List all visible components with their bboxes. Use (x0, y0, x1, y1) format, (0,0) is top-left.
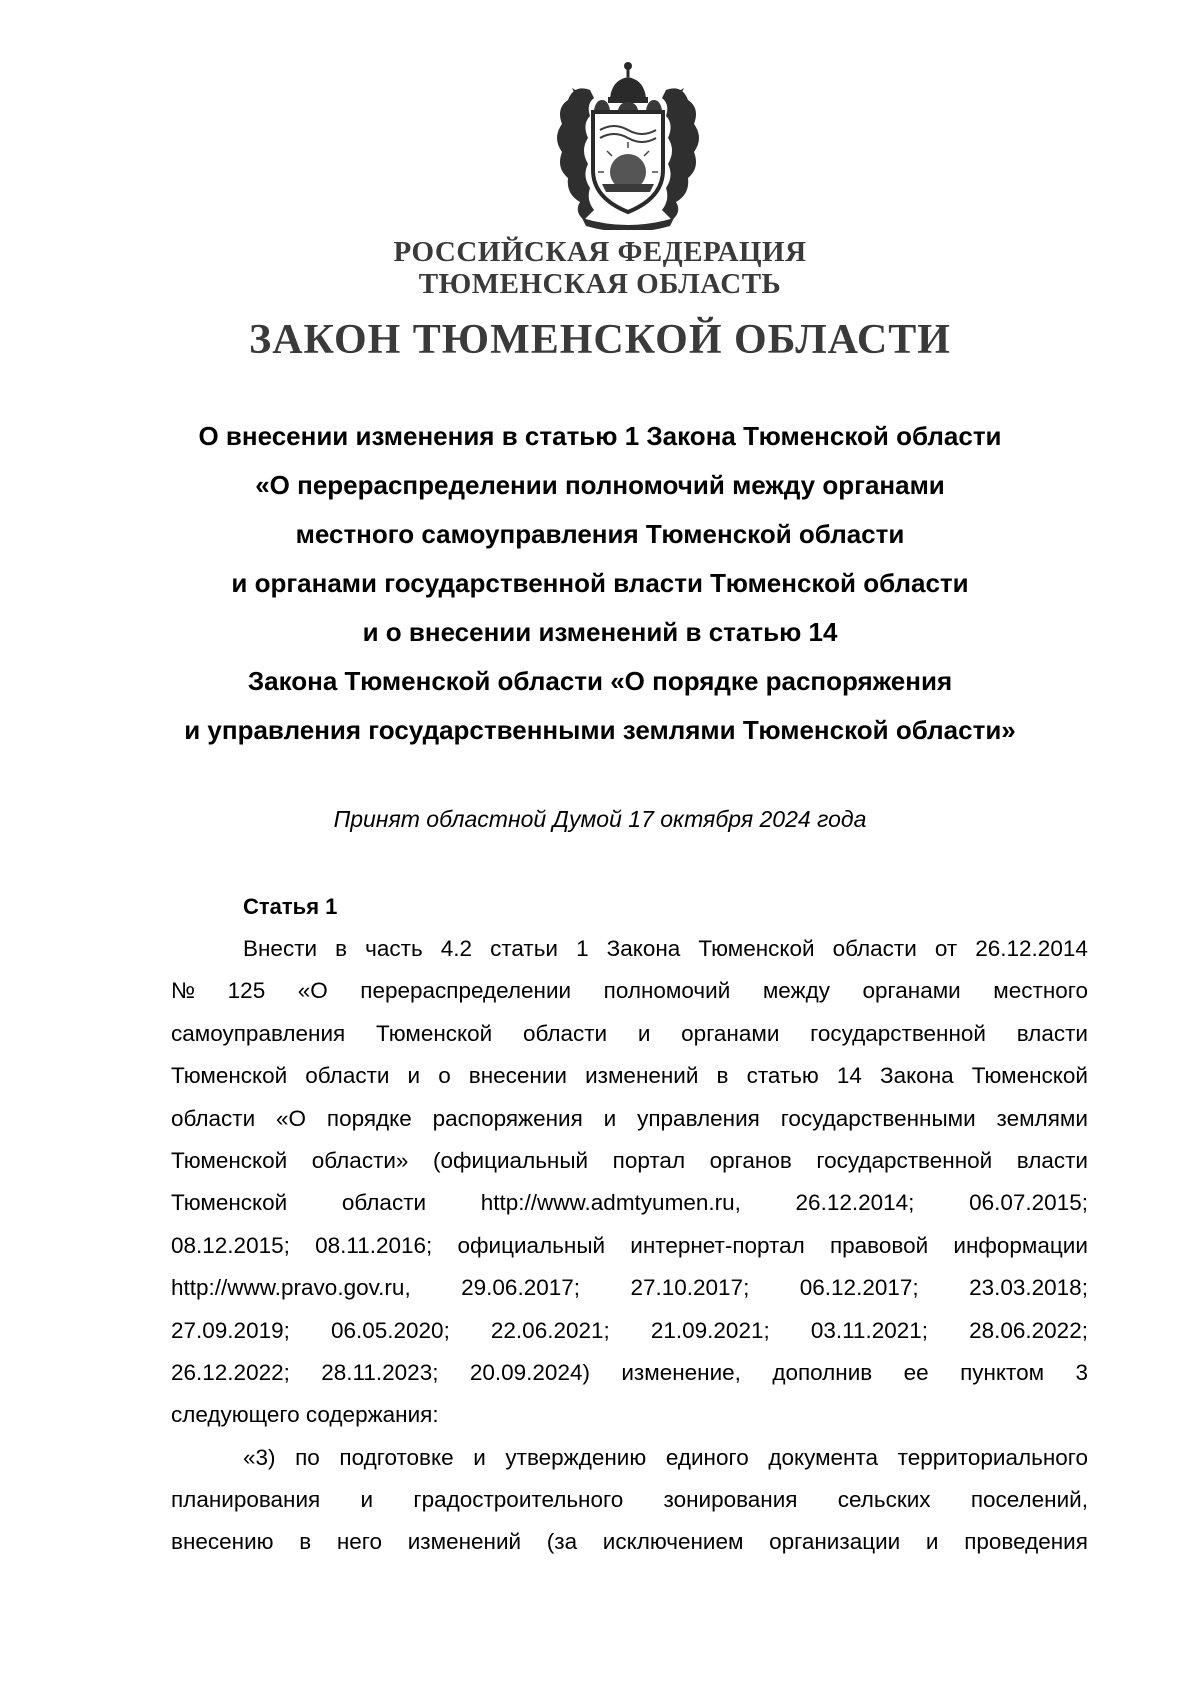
coat-of-arms-icon (538, 60, 718, 230)
word: поселений, (970, 1487, 1088, 1513)
word: и (603, 1105, 617, 1131)
word: 14 (836, 1063, 862, 1089)
article-heading: Статья 1 (243, 894, 338, 919)
word: Тюменской (698, 936, 815, 961)
word: 06.12.2017; (799, 1275, 919, 1301)
word: 08.11.2016; (315, 1232, 433, 1258)
word: единого (665, 1444, 749, 1470)
word: и (407, 1063, 421, 1089)
word: внесению (171, 1529, 274, 1555)
word: № (171, 978, 196, 1004)
article-paragraph (171, 1437, 1088, 1564)
word: Внести (243, 936, 318, 961)
title-line: и управления государственными землями Тюменской области» (184, 715, 1016, 745)
word: 21.09.2021; (650, 1317, 770, 1343)
text-line (171, 1437, 1088, 1479)
word: распоряжения (432, 1105, 583, 1131)
text-line (171, 1098, 1088, 1140)
text-line (171, 1055, 1088, 1097)
word: зонирования (663, 1487, 798, 1513)
article-body (171, 928, 1088, 1564)
text-line (171, 1521, 1088, 1563)
text-line (171, 928, 1088, 970)
word: 23.03.2018; (969, 1275, 1088, 1301)
word: 22.06.2021; (490, 1317, 610, 1343)
word: 03.11.2021; (810, 1317, 929, 1343)
word: органами (681, 1020, 780, 1046)
word: интернет-портал (630, 1232, 805, 1258)
word: и (473, 1444, 486, 1470)
word: 26.12.2014; (795, 1190, 915, 1216)
word: сельских (837, 1487, 931, 1513)
word: 06.07.2015; (969, 1190, 1088, 1216)
word: государственной (816, 1147, 993, 1173)
word: области (832, 936, 917, 961)
word: 28.11.2023; (321, 1359, 439, 1385)
word: «3) (243, 1444, 276, 1470)
word: области (341, 1190, 427, 1216)
adoption-note: Принят областной Думой 17 октября 2024 года (333, 806, 867, 832)
word: в (299, 1529, 312, 1555)
word: от (934, 936, 958, 961)
law-heading: ЗАКОН ТЮМЕНСКОЙ ОБЛАСТИ (249, 317, 951, 363)
word: области (171, 1105, 256, 1131)
word: государственной (810, 1020, 986, 1046)
word: и (360, 1487, 374, 1513)
article-paragraph (171, 928, 1088, 1437)
word: изменений (407, 1529, 522, 1555)
word: в (716, 1063, 729, 1089)
word: самоуправления (171, 1020, 346, 1046)
word: области» (311, 1147, 409, 1173)
word: перераспределении (360, 978, 572, 1004)
title-line: Закона Тюменской области «О порядке распоряжения (247, 666, 953, 696)
word: органами (862, 978, 961, 1004)
title-line: местного самоуправления Тюменской области (295, 519, 905, 549)
word: Закона (606, 936, 681, 961)
text-line (171, 1479, 1088, 1521)
word: изменений (585, 1063, 699, 1089)
word: исключением (602, 1529, 744, 1555)
word: утверждению (505, 1444, 647, 1470)
word: 26.12.2022; (171, 1359, 290, 1385)
text-line (171, 1267, 1088, 1309)
text-line (171, 1310, 1088, 1352)
text-line (171, 1352, 1088, 1394)
word: градостроительного (413, 1487, 624, 1513)
title-line: О внесении изменения в статью 1 Закона Тюменской области (198, 421, 1002, 451)
title-line: «О перераспределении полномочий между органами (255, 470, 945, 500)
text-line (171, 1140, 1088, 1182)
country-heading: РОССИЙСКАЯ ФЕДЕРАЦИЯ (393, 236, 807, 268)
word: о (438, 1063, 451, 1089)
word: Тюменской (971, 1063, 1088, 1089)
word: часть (365, 936, 423, 961)
word: изменение, (621, 1359, 741, 1385)
word: области (305, 1063, 390, 1089)
word: 1 (576, 936, 589, 961)
word: планирования (171, 1487, 321, 1513)
word: государственными (780, 1105, 976, 1131)
word: 27.10.2017; (630, 1275, 750, 1301)
word: 06.05.2020; (330, 1317, 450, 1343)
word: местного (993, 978, 1088, 1004)
word: землями (996, 1105, 1088, 1131)
word: статьи (490, 936, 558, 961)
law-title (0, 412, 1200, 755)
word: между (762, 978, 830, 1004)
title-line: и о внесении изменений в статью 14 (362, 617, 838, 647)
word: подготовке (339, 1444, 454, 1470)
word: власти (1016, 1020, 1088, 1046)
word: области (522, 1020, 608, 1046)
word: и (637, 1020, 651, 1046)
word: органов (709, 1147, 792, 1173)
word: 26.12.2014 (975, 936, 1088, 961)
word: 27.09.2019; (171, 1317, 290, 1343)
word: 20.09.2024) (469, 1359, 590, 1385)
word: (официальный (433, 1147, 589, 1173)
word: дополнив (772, 1359, 873, 1385)
word: Тюменской (171, 1063, 288, 1089)
word: «О (276, 1105, 307, 1131)
word: полномочий (603, 978, 731, 1004)
word: власти (1016, 1147, 1088, 1173)
word: 125 (227, 978, 266, 1004)
word: Закона (879, 1063, 954, 1089)
word: http://www.admtyumen.ru, (480, 1190, 741, 1216)
word: территориального (897, 1444, 1088, 1470)
word: 29.06.2017; (461, 1275, 581, 1301)
text-line (171, 1182, 1088, 1224)
word: 28.06.2022; (969, 1317, 1088, 1343)
word: Тюменской (171, 1190, 288, 1216)
word: 4.2 (440, 936, 473, 961)
word: в (335, 936, 348, 961)
word: пунктом (960, 1359, 1045, 1385)
text-line (171, 1225, 1088, 1267)
word: организации (769, 1529, 901, 1555)
word: Тюменской (171, 1147, 288, 1173)
word: 3 (1075, 1359, 1088, 1385)
word: следующего содержания: (171, 1402, 439, 1428)
text-line (171, 970, 1088, 1012)
word: официальный (457, 1232, 606, 1258)
region-heading: ТЮМЕНСКАЯ ОБЛАСТЬ (418, 268, 782, 300)
word: «О (297, 978, 328, 1004)
word: информации (953, 1232, 1088, 1258)
word: порядке (326, 1105, 412, 1131)
title-line: и органами государственной власти Тюменской области (231, 568, 969, 598)
word: http://www.pravo.gov.ru, (171, 1275, 411, 1301)
text-line (171, 1394, 1088, 1436)
word: него (336, 1529, 383, 1555)
word: статью (746, 1063, 819, 1089)
word: внесении (468, 1063, 567, 1089)
word: управления (637, 1105, 760, 1131)
word: портал (612, 1147, 686, 1173)
word: Тюменской (375, 1020, 493, 1046)
word: ее (903, 1359, 929, 1385)
word: 08.12.2015; (171, 1232, 290, 1258)
word: проведения (964, 1529, 1088, 1555)
word: по (295, 1444, 320, 1470)
word: (за (546, 1529, 578, 1555)
word: и (925, 1529, 939, 1555)
text-line (171, 1013, 1088, 1055)
word: документа (768, 1444, 879, 1470)
word: правовой (829, 1232, 929, 1258)
